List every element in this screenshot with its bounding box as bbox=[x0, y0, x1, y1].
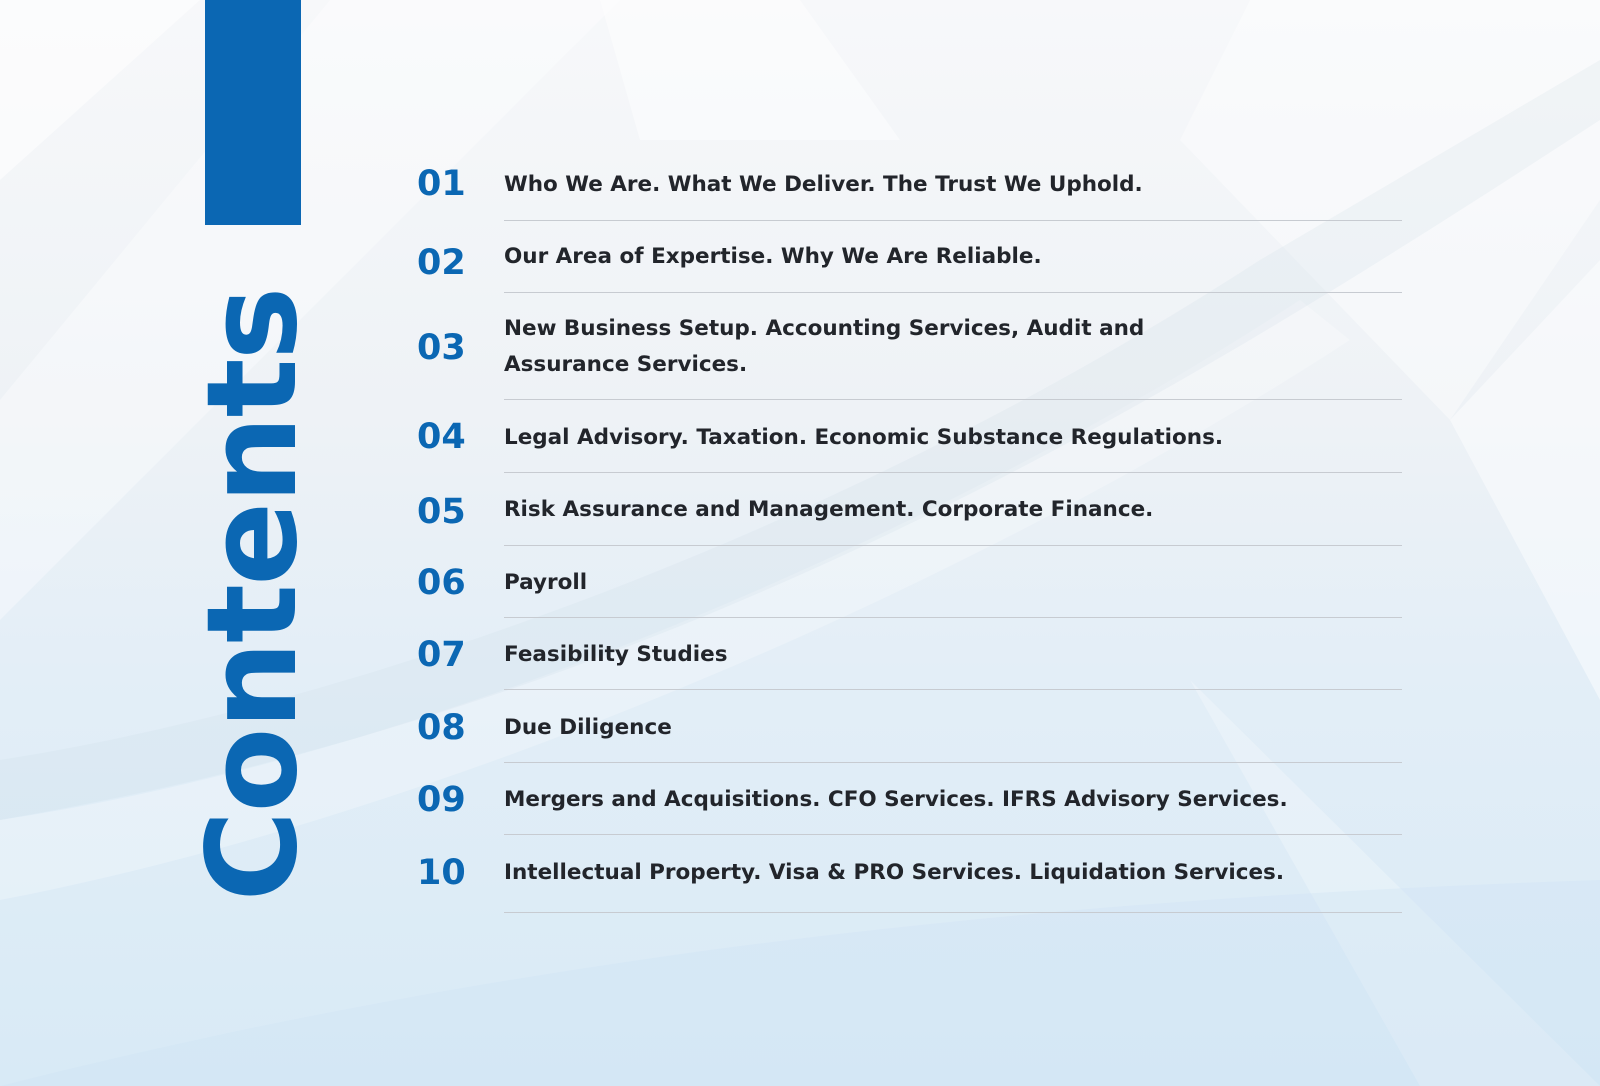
toc-entry-03-line2[interactable]: Assurance Services. bbox=[504, 352, 748, 377]
toc-number-05: 05 bbox=[417, 492, 466, 532]
toc-entry-07[interactable]: Feasibility Studies bbox=[504, 642, 728, 667]
toc-divider bbox=[504, 220, 1402, 221]
toc-divider bbox=[504, 472, 1402, 473]
toc-number-08: 08 bbox=[417, 708, 466, 748]
toc-number-07: 07 bbox=[417, 635, 466, 675]
toc-number-04: 04 bbox=[417, 417, 466, 457]
toc-number-10: 10 bbox=[417, 853, 466, 893]
toc-divider bbox=[504, 617, 1402, 618]
toc-number-01: 01 bbox=[417, 164, 466, 204]
toc-entry-05[interactable]: Risk Assurance and Management. Corporate Finance. bbox=[504, 497, 1154, 522]
toc-number-09: 09 bbox=[417, 780, 466, 820]
toc-divider bbox=[504, 545, 1402, 546]
toc-entry-09[interactable]: Mergers and Acquisitions. CFO Services. IFRS Advisory Services. bbox=[504, 787, 1288, 812]
page-title: Contents bbox=[181, 288, 325, 902]
toc-entry-02[interactable]: Our Area of Expertise. Why We Are Reliable. bbox=[504, 244, 1042, 269]
toc-entry-10[interactable]: Intellectual Property. Visa & PRO Services. Liquidation Services. bbox=[504, 860, 1285, 885]
toc-divider bbox=[504, 399, 1402, 400]
toc-number-03: 03 bbox=[417, 328, 466, 368]
accent-bar bbox=[205, 0, 301, 225]
toc-number-06: 06 bbox=[417, 563, 466, 603]
toc-number-02: 02 bbox=[417, 243, 466, 283]
toc-entry-04[interactable]: Legal Advisory. Taxation. Economic Substance Regulations. bbox=[504, 425, 1224, 450]
toc-divider bbox=[504, 762, 1402, 763]
toc-entry-08[interactable]: Due Diligence bbox=[504, 715, 672, 740]
toc-divider bbox=[504, 689, 1402, 690]
toc-entry-06[interactable]: Payroll bbox=[504, 570, 588, 595]
toc-divider bbox=[504, 912, 1402, 913]
toc-entry-03-line1[interactable]: New Business Setup. Accounting Services, Audit and bbox=[504, 316, 1145, 341]
toc-divider bbox=[504, 292, 1402, 293]
toc-divider bbox=[504, 834, 1402, 835]
toc-entry-01[interactable]: Who We Are. What We Deliver. The Trust We Uphold. bbox=[504, 172, 1143, 197]
